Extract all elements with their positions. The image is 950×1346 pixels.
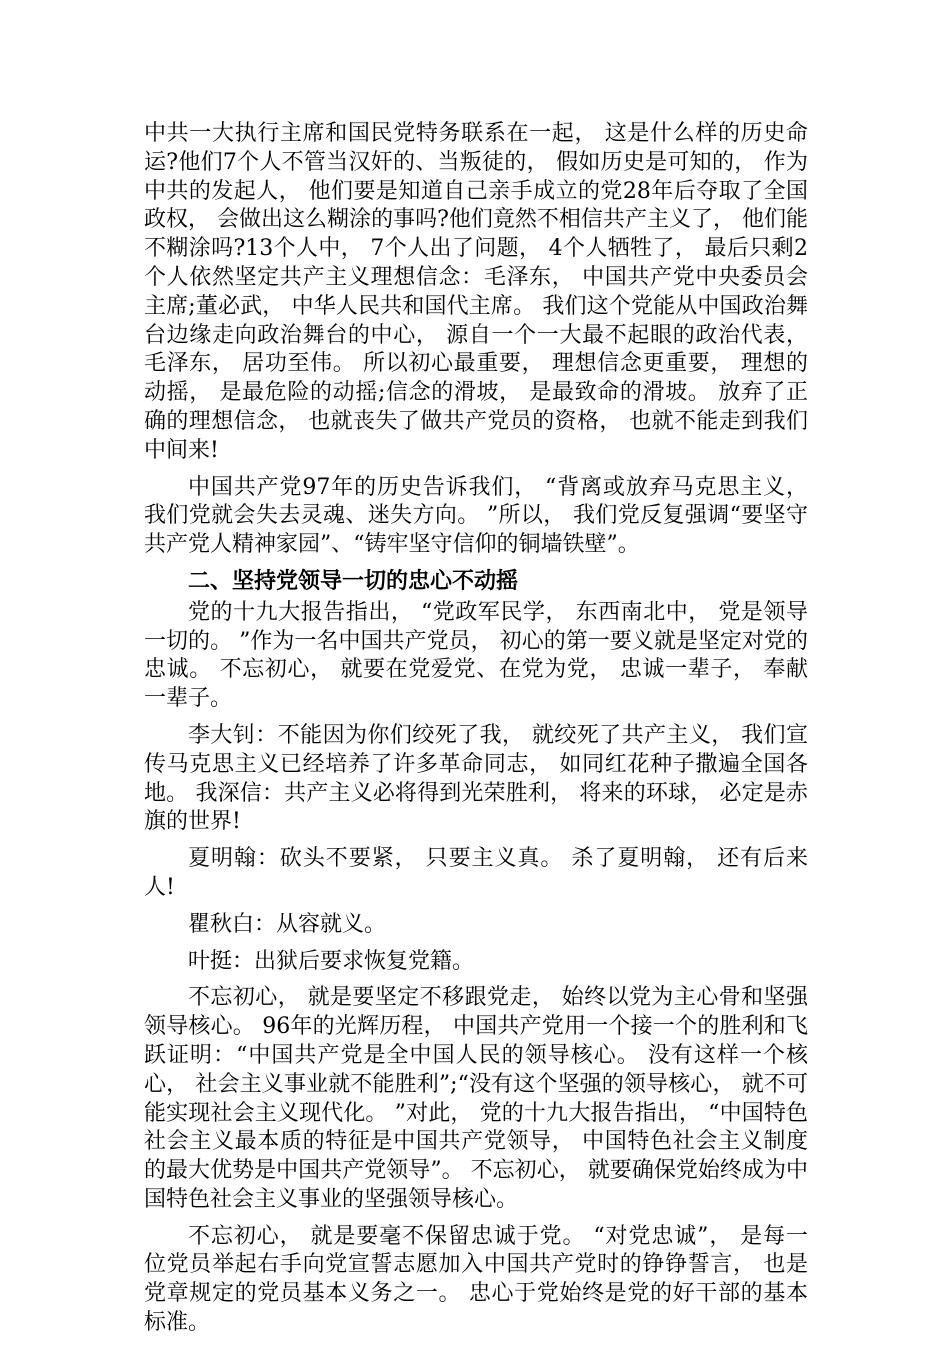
paragraph-quote-qu-qiubai: 瞿秋白：从容就义。	[188, 911, 387, 937]
paragraph-quote-xia-minghan: 夏明翰：砍头不要紧， 只要主义真。 杀了夏明翰， 还有后来人!	[144, 846, 808, 900]
paragraph-quote-ye-ting: 叶挺：出狱后要求恢复党籍。	[188, 948, 475, 974]
document-page	[144, 120, 808, 1346]
paragraph-first-continued: 中共一大执行主席和国民党特务联系在一起， 这是什么样的历史命运?他们7个人不管当汉奸的、当叛徒的， 假如历史是可知的， 作为中共的发起人， 他们要是知道自己亲手成立的党28年后夺取了全国政权， 会做出这么糊涂的事吗?他们竟然不相信共产主义了， 他们能不糊涂吗?13个人中， 7个人出了问题， 4个人牺牲了， 最后只剩2个人依然坚定共产主义理想信念：毛泽东， 中国共产党中央委员会主席;董必武， 中华人民共和国代主席。 我们这个党能从中国政治舞台边缘走向政治舞台的中心， 源自一个一大最不起眼的政治代表， 毛泽东， 居功至伟。 所以初心最重要， 理想信念更重要， 理想的动摇， 是最危险的动摇;信念的滑坡， 是最致命的滑坡。 放弃了正确的理想信念， 也就丧失了做共产党员的资格， 也就不能走到我们中间来!	[144, 121, 808, 463]
paragraph-quote-li-dazhao: 李大钊：不能因为你们绞死了我， 就绞死了共产主义， 我们宣传马克思主义已经培养了许多革命同志， 如同红花种子撒遍全国各地。 我深信：共产主义必将得到光荣胜利， 将来的环球， 必定是赤旗的世界!	[144, 722, 808, 835]
section-heading: 二、坚持党领导一切的忠心不动摇	[188, 568, 519, 594]
paragraph-follow-party: 不忘初心， 就是要坚定不移跟党走， 始终以党为主心骨和坚强领导核心。 96年的光辉历程， 中国共产党用一个接一个的胜利和飞跃证明：“中国共产党是全中国人民的领导核心。 没有这样一个核心， 社会主义事业就不能胜利”;“没有这个坚强的领导核心， 就不可能实现社会主义现代化。 ”对此， 党的十九大报告指出， “中国特色社会主义最本质的特征是中国共产党领导， 中国特色社会主义制度的最大优势是中国共产党领导”。 不忘初心， 就要确保党始终成为中国特色社会主义事业的坚强领导核心。	[144, 985, 808, 1212]
paragraph-party-history-lesson: 中国共产党97年的历史告诉我们， “背离或放弃马克思主义， 我们党就会失去灵魂、迷失方向。 ”所以， 我们党反复强调“要坚守共产党人精神家园”、“铸牢坚守信仰的铜墙铁壁”。	[144, 474, 808, 558]
paragraph-nineteenth-congress-report: 党的十九大报告指出， “党政军民学， 东西南北中， 党是领导一切的。 ”作为一名中国共产党员， 初心的第一要义就是坚定对党的忠诚。 不忘初心， 就要在党爱党、在党为党， 忠诚一辈子， 奉献一辈子。	[144, 599, 808, 712]
paragraph-loyalty-to-party: 不忘初心， 就是要毫不保留忠诚于党。 “对党忠诚”， 是每一 位党员举起右手向党宣誓志愿加入中国共产党时的铮铮誓言， 也是党章规定的党员基本义务之一。 忠心于党始终是党的好干部的基本标准。	[144, 1223, 808, 1336]
